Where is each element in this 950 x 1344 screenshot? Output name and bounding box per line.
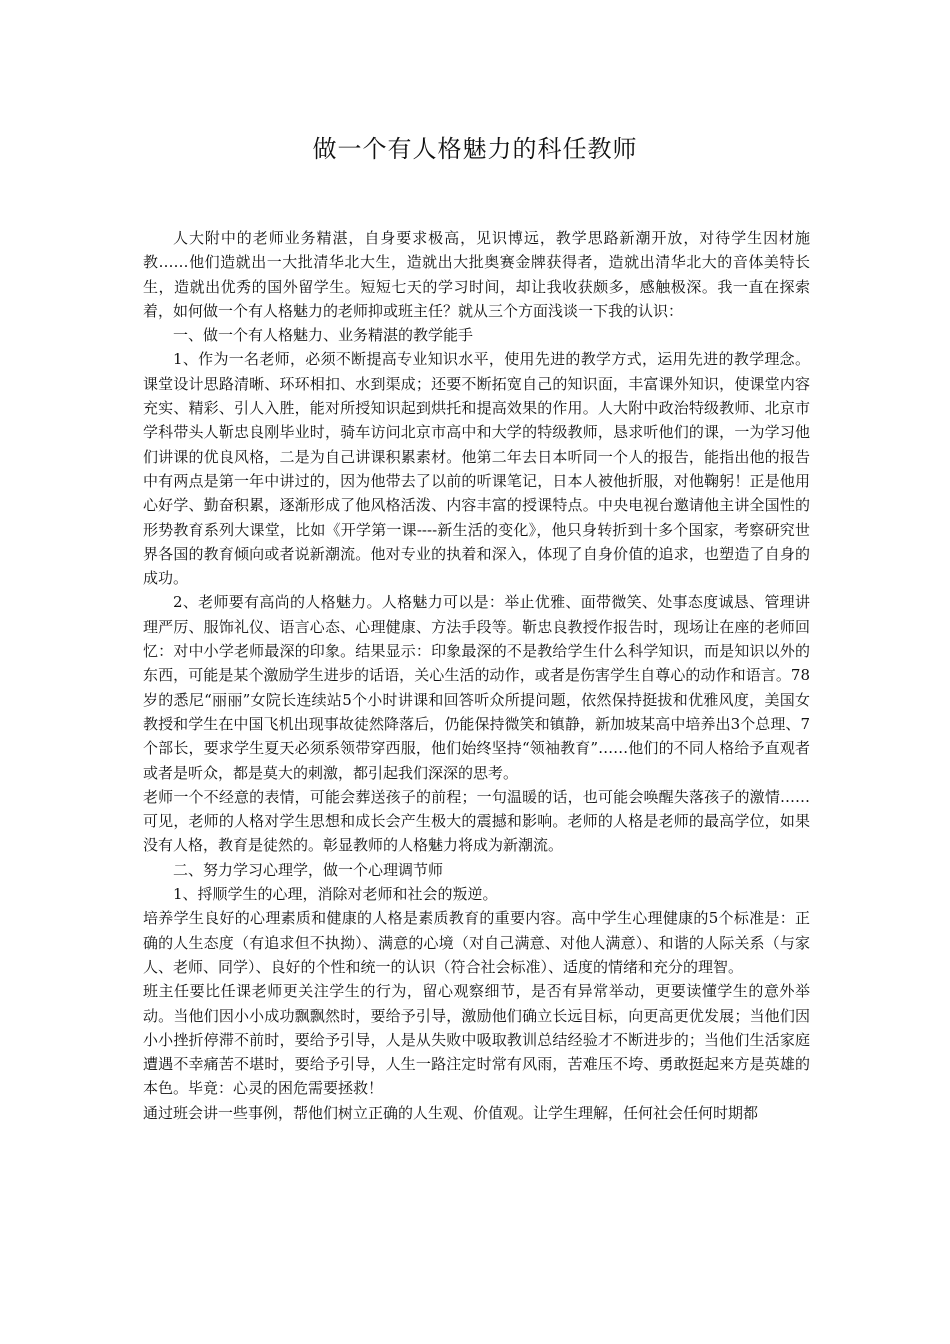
paragraph: 班主任要比任课老师更关注学生的行为，留心观察细节，是否有异常举动，更要读懂学生的意外举动。当他们因小小成功飘飘然时，要给予引导，激励他们确立长远目标，向更高更优发展；当他们因小小挫折停滞不前时，要给予引导，人是从失败中吸取教训总结经验才不断进步的；当他们生活家庭遭遇不幸痛苦不堪时，要给予引导，人生一路注定时常有风雨，苦难压不垮、勇敢挺起来方是英雄的本色。毕竟：心灵的困危需要拯救！	[143, 982, 810, 1098]
paragraph: 老师一个不经意的表情，可能会葬送孩子的前程；一句温暖的话，也可能会唤醒失落孩子的激情……可见，老师的人格对学生思想和成长会产生极大的震撼和影响。老师的人格是老师的最高学位，如果没有人格，教育是徒然的。彰显教师的人格魅力将成为新潮流。	[143, 787, 810, 855]
paragraph: 通过班会讲一些事例，帮他们树立正确的人生观、价值观。让学生理解，任何社会任何时期都	[143, 1103, 759, 1122]
paragraph: 1、捋顺学生的心理，消除对老师和社会的叛逆。	[173, 885, 498, 904]
paragraph: 2、老师要有高尚的人格魅力。人格魅力可以是：举止优雅、面带微笑、处事态度诚恳、管理讲理严厉、服饰礼仪、语言心态、心理健康、方法手段等。靳忠良教授作报告时，现场让在座的老师回忆：对中小学老师最深的印象。结果显示：印象最深的不是教给学生什么科学知识，而是知识以外的东西，可能是某个激励学生进步的话语，关心生活的动作，或者是伤害学生自尊心的动作和语言。78岁的悉尼“丽丽”女院长连续站5个小时讲课和回答听众所提问题，依然保持挺拔和优雅风度，美国女教授和学生在中国飞机出现事故徒然降落后，仍能保持微笑和镇静，新加坡某高中培养出3个总理、7个部长，要求学生夏天必须系领带穿西服，他们始终坚持“领袖教育”……他们的不同人格给予直观者或者是听众，都是莫大的刺激，都引起我们深深的思考。	[143, 593, 810, 782]
document-body	[143, 226, 810, 1125]
paragraph: 一、做一个有人格魅力、业务精湛的教学能手	[173, 326, 474, 345]
paragraph: 培养学生良好的心理素质和健康的人格是素质教育的重要内容。高中学生心理健康的5个标准是：正确的人生态度（有追求但不执拗）、满意的心境（对自己满意、对他人满意）、和谐的人际关系（与家人、老师、同学）、良好的个性和统一的认识（符合社会标准）、适度的情绪和充分的理智。	[143, 909, 810, 976]
paragraph: 人大附中的老师业务精湛，自身要求极高，见识博远，教学思路新潮开放，对待学生因材施教……他们造就出一大批清华北大生，造就出大批奥赛金牌获得者，造就出清华北大的音体美特长生，造就出优秀的国外留学生。短短七天的学习时间，却让我收获颇多，感触极深。我一直在探索着，如何做一个有人格魅力的老师抑或班主任？就从三个方面浅谈一下我的认识：	[143, 229, 810, 320]
document-title: 做一个有人格魅力的科任教师	[312, 135, 638, 163]
paragraph: 1、作为一名老师，必须不断提高专业知识水平，使用先进的教学方式，运用先进的教学理念。课堂设计思路清晰、环环相扣、水到渠成；还要不断拓宽自己的知识面，丰富课外知识，使课堂内容充实、精彩、引人入胜，能对所授知识起到烘托和提高效果的作用。人大附中政治特级教师、北京市学科带头人靳忠良刚毕业时，骑车访问北京市高中和大学的特级教师，恳求听他们的课，一为学习他们讲课的优良风格，二是为自己讲课积累素材。他第二年去日本听同一个人的报告，能指出他的报告中有两点是第一年中讲过的，因为他带去了以前的听课笔记，日本人被他折服，对他鞠躬！正是他用心好学、勤奋积累，逐渐形成了他风格活泼、内容丰富的授课特点。中央电视台邀请他主讲全国性的形势教育系列大课堂，比如《开学第一课----新生活的变化》，他只身转折到十多个国家，考察研究世界各国的教育倾向或者说新潮流。他对专业的执着和深入，体现了自身价值的追求，也塑造了自身的成功。	[143, 350, 810, 588]
paragraph: 二、努力学习心理学，做一个心理调节师	[173, 860, 444, 879]
